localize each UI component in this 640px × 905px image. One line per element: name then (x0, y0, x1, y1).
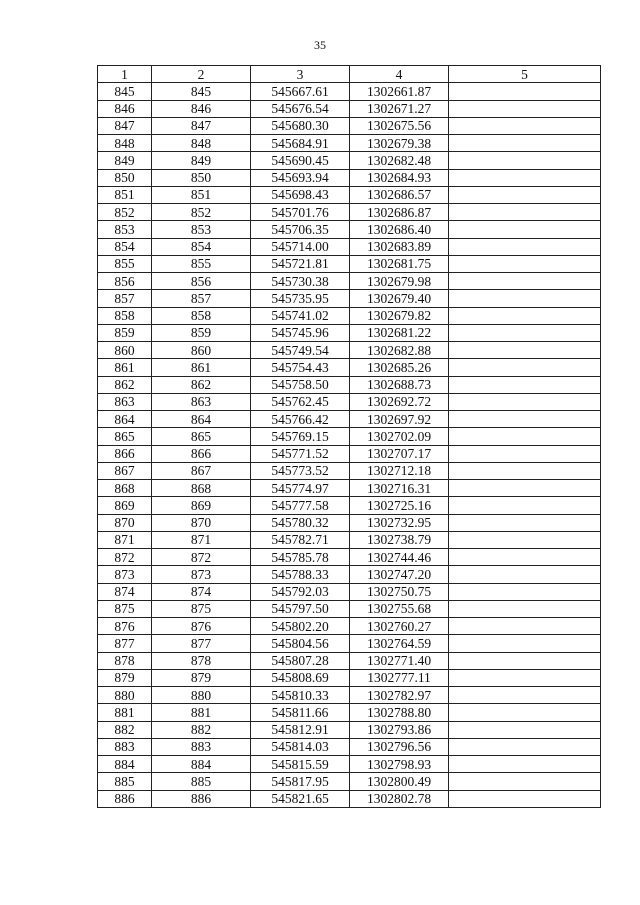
table-cell: 878 (98, 652, 152, 669)
table-row (98, 100, 601, 117)
table-cell: 545774.97 (251, 480, 350, 497)
table-cell: 1302679.38 (350, 135, 449, 152)
table-row (98, 618, 601, 635)
table-cell: 1302750.75 (350, 583, 449, 600)
table-cell: 1302697.92 (350, 411, 449, 428)
table-cell: 874 (98, 583, 152, 600)
table-cell: 545749.54 (251, 342, 350, 359)
table-row (98, 721, 601, 738)
table-cell: 1302755.68 (350, 600, 449, 617)
table-cell: 882 (98, 721, 152, 738)
table-cell: 1302793.86 (350, 721, 449, 738)
table-cell: 863 (152, 393, 251, 410)
table-cell (449, 204, 601, 221)
table-cell: 545676.54 (251, 100, 350, 117)
table-cell: 868 (98, 480, 152, 497)
table-cell: 545684.91 (251, 135, 350, 152)
table-cell: 545782.71 (251, 531, 350, 548)
table-cell: 869 (98, 497, 152, 514)
table-cell: 1302796.56 (350, 738, 449, 755)
table-cell (449, 652, 601, 669)
table-cell: 876 (152, 618, 251, 635)
table-cell: 883 (152, 738, 251, 755)
table-cell: 875 (98, 600, 152, 617)
table-cell (449, 117, 601, 134)
table-cell: 873 (152, 566, 251, 583)
table-row (98, 152, 601, 169)
table-cell: 846 (98, 100, 152, 117)
table-cell: 884 (98, 756, 152, 773)
column-header: 1 (98, 66, 152, 83)
table-cell: 1302684.93 (350, 169, 449, 186)
table-cell: 859 (152, 324, 251, 341)
table-cell: 870 (98, 514, 152, 531)
table-cell: 1302788.80 (350, 704, 449, 721)
table-row (98, 221, 601, 238)
table-cell: 868 (152, 480, 251, 497)
table-row (98, 566, 601, 583)
table-cell: 885 (152, 773, 251, 790)
table-cell: 882 (152, 721, 251, 738)
table-cell: 857 (152, 290, 251, 307)
table-cell: 859 (98, 324, 152, 341)
table-cell: 545807.28 (251, 652, 350, 669)
table-body (98, 83, 601, 808)
table-cell: 545766.42 (251, 411, 350, 428)
table-cell (449, 221, 601, 238)
table-cell: 1302732.95 (350, 514, 449, 531)
table-cell: 545730.38 (251, 273, 350, 290)
table-cell: 851 (98, 186, 152, 203)
table-row (98, 445, 601, 462)
table-cell: 545817.95 (251, 773, 350, 790)
table-row (98, 359, 601, 376)
table-cell: 864 (98, 411, 152, 428)
table-cell: 850 (152, 169, 251, 186)
table-cell: 846 (152, 100, 251, 117)
table-cell (449, 307, 601, 324)
table-cell: 545714.00 (251, 238, 350, 255)
table-cell: 866 (152, 445, 251, 462)
table-cell: 876 (98, 618, 152, 635)
table-cell (449, 376, 601, 393)
table-cell (449, 135, 601, 152)
table-cell: 545810.33 (251, 687, 350, 704)
table-cell (449, 583, 601, 600)
table-cell: 867 (98, 462, 152, 479)
table-cell: 545721.81 (251, 255, 350, 272)
table-cell: 875 (152, 600, 251, 617)
table-cell: 854 (152, 238, 251, 255)
table-cell: 545792.03 (251, 583, 350, 600)
table-row (98, 480, 601, 497)
table-cell (449, 428, 601, 445)
table-row (98, 290, 601, 307)
table-row (98, 790, 601, 807)
table-cell: 853 (152, 221, 251, 238)
column-header: 4 (350, 66, 449, 83)
table-row (98, 531, 601, 548)
table-cell (449, 100, 601, 117)
table-row (98, 428, 601, 445)
table-cell: 874 (152, 583, 251, 600)
table-cell (449, 738, 601, 755)
table-row (98, 273, 601, 290)
table-cell: 880 (152, 687, 251, 704)
table-cell: 545758.50 (251, 376, 350, 393)
table-cell: 1302777.11 (350, 669, 449, 686)
table-cell: 1302764.59 (350, 635, 449, 652)
table-row (98, 514, 601, 531)
table-cell: 1302692.72 (350, 393, 449, 410)
table-cell (449, 687, 601, 704)
table-cell (449, 704, 601, 721)
table-cell: 545815.59 (251, 756, 350, 773)
table-cell: 545777.58 (251, 497, 350, 514)
table-header-row (98, 66, 601, 83)
table-cell: 879 (152, 669, 251, 686)
table-row (98, 687, 601, 704)
table-cell: 1302682.48 (350, 152, 449, 169)
table-cell (449, 480, 601, 497)
table-cell: 1302782.97 (350, 687, 449, 704)
table-cell: 851 (152, 186, 251, 203)
table-cell: 853 (98, 221, 152, 238)
table-cell: 886 (152, 790, 251, 807)
table-cell: 1302679.82 (350, 307, 449, 324)
table-cell: 862 (152, 376, 251, 393)
table-cell: 545821.65 (251, 790, 350, 807)
table-cell: 848 (152, 135, 251, 152)
table-cell (449, 411, 601, 428)
table-cell: 545808.69 (251, 669, 350, 686)
table-cell: 1302702.09 (350, 428, 449, 445)
table-row (98, 204, 601, 221)
table-row (98, 186, 601, 203)
table-cell (449, 790, 601, 807)
table-row (98, 704, 601, 721)
table-cell: 545771.52 (251, 445, 350, 462)
table-row (98, 342, 601, 359)
table-cell (449, 255, 601, 272)
table-cell: 545698.43 (251, 186, 350, 203)
table-cell: 850 (98, 169, 152, 186)
table-cell (449, 600, 601, 617)
column-header: 5 (449, 66, 601, 83)
table-cell: 545811.66 (251, 704, 350, 721)
table-cell: 1302725.16 (350, 497, 449, 514)
table-cell: 1302707.17 (350, 445, 449, 462)
table-cell: 848 (98, 135, 152, 152)
table-cell: 861 (152, 359, 251, 376)
table-cell: 545754.43 (251, 359, 350, 376)
table-cell: 873 (98, 566, 152, 583)
table-row (98, 376, 601, 393)
table-cell (449, 83, 601, 100)
table-cell: 1302679.98 (350, 273, 449, 290)
coordinates-table (97, 65, 601, 808)
table-cell (449, 669, 601, 686)
table-cell: 854 (98, 238, 152, 255)
table-cell: 877 (152, 635, 251, 652)
table-cell (449, 635, 601, 652)
table-cell (449, 324, 601, 341)
table-cell: 545693.94 (251, 169, 350, 186)
table-cell: 883 (98, 738, 152, 755)
table-cell: 878 (152, 652, 251, 669)
table-row (98, 117, 601, 134)
table-row (98, 635, 601, 652)
table-cell (449, 186, 601, 203)
table-cell: 866 (98, 445, 152, 462)
table-cell: 1302682.88 (350, 342, 449, 359)
table-cell (449, 566, 601, 583)
table-cell: 861 (98, 359, 152, 376)
table-cell: 855 (152, 255, 251, 272)
table-cell: 852 (152, 204, 251, 221)
table-cell (449, 238, 601, 255)
table-cell (449, 445, 601, 462)
table-row (98, 238, 601, 255)
table-row (98, 549, 601, 566)
table-cell: 857 (98, 290, 152, 307)
table-cell: 1302661.87 (350, 83, 449, 100)
table-cell: 871 (152, 531, 251, 548)
table-cell: 1302744.46 (350, 549, 449, 566)
table-cell: 885 (98, 773, 152, 790)
table-cell: 1302683.89 (350, 238, 449, 255)
table-cell (449, 721, 601, 738)
table-row (98, 756, 601, 773)
table-row (98, 462, 601, 479)
table-cell (449, 531, 601, 548)
table-cell: 849 (152, 152, 251, 169)
table-cell: 545773.52 (251, 462, 350, 479)
table-row (98, 411, 601, 428)
table-cell: 545804.56 (251, 635, 350, 652)
table-cell (449, 773, 601, 790)
table-cell: 1302686.57 (350, 186, 449, 203)
table-cell: 1302747.20 (350, 566, 449, 583)
table-cell: 1302802.78 (350, 790, 449, 807)
table-cell: 886 (98, 790, 152, 807)
table-cell: 852 (98, 204, 152, 221)
table-row (98, 652, 601, 669)
table-cell (449, 393, 601, 410)
table-cell: 545762.45 (251, 393, 350, 410)
table-cell: 545769.15 (251, 428, 350, 445)
column-header: 2 (152, 66, 251, 83)
table-cell (449, 152, 601, 169)
table-cell: 847 (98, 117, 152, 134)
table-row (98, 255, 601, 272)
table-cell (449, 290, 601, 307)
table-cell: 855 (98, 255, 152, 272)
table-cell: 1302686.40 (350, 221, 449, 238)
table-cell: 881 (152, 704, 251, 721)
table-cell: 1302688.73 (350, 376, 449, 393)
table-cell: 1302716.31 (350, 480, 449, 497)
column-header: 3 (251, 66, 350, 83)
table-cell (449, 497, 601, 514)
table-cell: 545802.20 (251, 618, 350, 635)
table-cell: 845 (152, 83, 251, 100)
table-cell: 545706.35 (251, 221, 350, 238)
table-cell (449, 514, 601, 531)
table-cell: 884 (152, 756, 251, 773)
table-row (98, 773, 601, 790)
table-cell: 1302671.27 (350, 100, 449, 117)
table-cell (449, 756, 601, 773)
table-cell (449, 273, 601, 290)
table-cell: 864 (152, 411, 251, 428)
table-cell: 847 (152, 117, 251, 134)
table-cell: 1302675.56 (350, 117, 449, 134)
table-row (98, 600, 601, 617)
table-cell: 1302679.40 (350, 290, 449, 307)
table-cell (449, 359, 601, 376)
table-row (98, 669, 601, 686)
table-row (98, 497, 601, 514)
table-cell: 856 (98, 273, 152, 290)
table-cell: 545814.03 (251, 738, 350, 755)
table-cell: 545812.91 (251, 721, 350, 738)
table-cell: 545667.61 (251, 83, 350, 100)
table-row (98, 324, 601, 341)
table-cell: 845 (98, 83, 152, 100)
table-cell (449, 169, 601, 186)
table-cell: 1302798.93 (350, 756, 449, 773)
table-cell: 1302681.75 (350, 255, 449, 272)
table-row (98, 393, 601, 410)
table-cell: 865 (98, 428, 152, 445)
table-cell (449, 342, 601, 359)
table-cell: 872 (98, 549, 152, 566)
table-cell: 869 (152, 497, 251, 514)
table-cell: 1302771.40 (350, 652, 449, 669)
table-cell: 545788.33 (251, 566, 350, 583)
table-cell: 860 (152, 342, 251, 359)
table-cell: 880 (98, 687, 152, 704)
table-cell (449, 618, 601, 635)
table-row (98, 307, 601, 324)
table-row (98, 738, 601, 755)
table-cell: 871 (98, 531, 152, 548)
table-cell: 545785.78 (251, 549, 350, 566)
table-cell: 867 (152, 462, 251, 479)
table-cell: 881 (98, 704, 152, 721)
table-cell: 1302760.27 (350, 618, 449, 635)
table-cell: 1302681.22 (350, 324, 449, 341)
table-cell: 879 (98, 669, 152, 686)
table-cell: 545680.30 (251, 117, 350, 134)
table-cell: 545690.45 (251, 152, 350, 169)
table-cell: 862 (98, 376, 152, 393)
table-row (98, 83, 601, 100)
table-cell: 863 (98, 393, 152, 410)
table-cell: 545701.76 (251, 204, 350, 221)
table-cell: 856 (152, 273, 251, 290)
table-cell: 545745.96 (251, 324, 350, 341)
table-cell: 1302738.79 (350, 531, 449, 548)
table-cell: 858 (152, 307, 251, 324)
table-cell (449, 549, 601, 566)
table-cell: 860 (98, 342, 152, 359)
table-cell: 858 (98, 307, 152, 324)
table-cell (449, 462, 601, 479)
page-number: 35 (314, 38, 326, 52)
table-cell: 545780.32 (251, 514, 350, 531)
table-cell: 545741.02 (251, 307, 350, 324)
table-cell: 877 (98, 635, 152, 652)
table-cell: 849 (98, 152, 152, 169)
table-cell: 545735.95 (251, 290, 350, 307)
table-cell: 1302712.18 (350, 462, 449, 479)
table-cell: 865 (152, 428, 251, 445)
table-row (98, 583, 601, 600)
table-cell: 870 (152, 514, 251, 531)
table-cell: 1302800.49 (350, 773, 449, 790)
table-cell: 1302686.87 (350, 204, 449, 221)
table-row (98, 135, 601, 152)
table-cell: 872 (152, 549, 251, 566)
table-cell: 1302685.26 (350, 359, 449, 376)
table-cell: 545797.50 (251, 600, 350, 617)
table-row (98, 169, 601, 186)
